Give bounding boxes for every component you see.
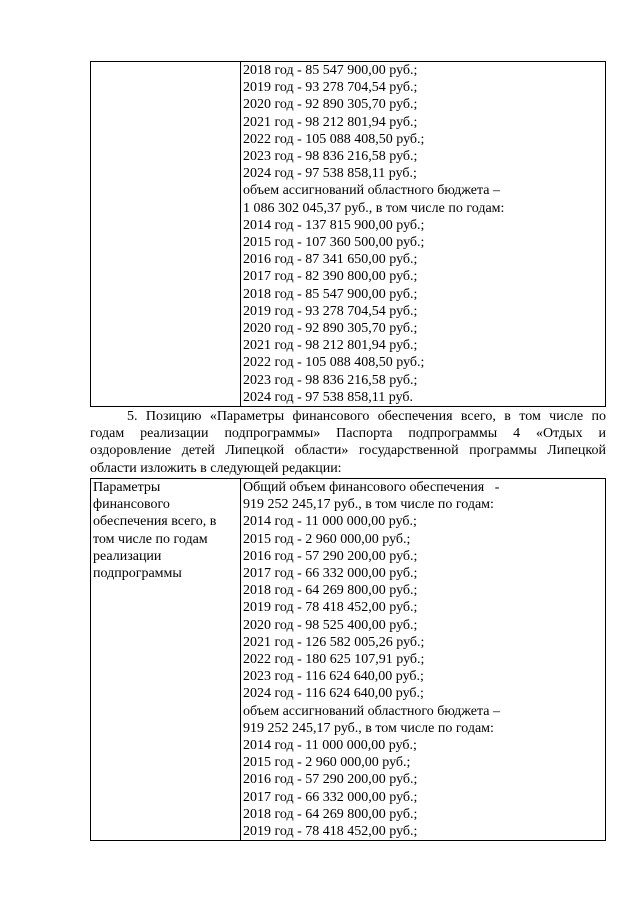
parameter-line: обеспечения всего, в <box>93 514 217 530</box>
funding-line: 2022 год - 180 625 107,91 руб.; <box>243 652 425 668</box>
funding-line: 2015 год - 107 360 500,00 руб.; <box>243 235 425 251</box>
funding-line: 2023 год - 98 836 216,58 руб.; <box>243 149 418 165</box>
funding-line: 2024 год - 116 624 640,00 руб.; <box>243 686 424 702</box>
funding-line: 2014 год - 137 815 900,00 руб.; <box>243 217 425 233</box>
funding-table-continuation <box>90 61 606 407</box>
funding-line: объем ассигнований областного бюджета – <box>243 183 500 199</box>
parameter-name <box>91 479 240 582</box>
parameter-line: реализации <box>93 548 162 564</box>
funding-line: 2016 год - 57 290 200,00 руб.; <box>243 548 418 564</box>
funding-line: 919 252 245,17 руб., в том числе по годам: <box>243 497 494 513</box>
funding-line: 2020 год - 92 890 305,70 руб.; <box>243 97 418 113</box>
funding-line: 2023 год - 98 836 216,58 руб.; <box>243 372 418 388</box>
funding-line: объем ассигнований областного бюджета – <box>243 703 500 719</box>
paragraph-line: 5. Позицию «Параметры финансового обеспечения всего, в том числе по <box>127 409 606 424</box>
funding-values-cell <box>241 479 606 841</box>
funding-line: 1 086 302 045,37 руб., в том числе по годам: <box>243 200 505 216</box>
parameter-name-cell <box>91 479 241 841</box>
funding-line: 2021 год - 98 212 801,94 руб.; <box>243 338 418 354</box>
funding-line: 2023 год - 116 624 640,00 руб.; <box>243 669 424 685</box>
funding-line: 2016 год - 57 290 200,00 руб.; <box>243 772 418 788</box>
funding-line: 2018 год - 85 547 900,00 руб.; <box>243 286 418 302</box>
funding-line: 2018 год - 64 269 800,00 руб.; <box>243 583 418 599</box>
funding-line: 2022 год - 105 088 408,50 руб.; <box>243 355 425 371</box>
funding-line: 2014 год - 11 000 000,00 руб.; <box>243 514 417 530</box>
funding-lines <box>241 479 605 840</box>
funding-line: 2019 год - 78 418 452,00 руб.; <box>243 824 418 840</box>
parameter-line: подпрограммы <box>93 566 182 582</box>
paragraph-line: оздоровление детей Липецкой области» государственной программы Липецкой <box>90 443 606 459</box>
funding-line: 2021 год - 98 212 801,94 руб.; <box>243 114 418 130</box>
funding-line: 2024 год - 97 538 858,11 руб.; <box>243 166 417 182</box>
funding-line: Общий объем финансового обеспечения - <box>243 480 500 495</box>
funding-line: 2019 год - 93 278 704,54 руб.; <box>243 303 418 319</box>
parameter-line: Параметры <box>93 480 161 495</box>
funding-line: 2024 год - 97 538 858,11 руб. <box>243 389 414 405</box>
funding-line: 919 252 245,17 руб., в том числе по годам: <box>243 720 494 736</box>
empty-parameter-cell <box>91 62 241 407</box>
funding-line: 2016 год - 87 341 650,00 руб.; <box>243 252 418 268</box>
paragraph-line: области изложить в следующей редакции: <box>90 460 342 476</box>
funding-line: 2022 год - 105 088 408,50 руб.; <box>243 131 425 147</box>
funding-lines <box>241 62 605 406</box>
funding-line: 2015 год - 2 960 000,00 руб.; <box>243 531 411 547</box>
parameter-line: финансового <box>93 497 170 513</box>
parameter-line: том числе по годам <box>93 531 208 547</box>
funding-line: 2017 год - 66 332 000,00 руб.; <box>243 566 418 582</box>
funding-line: 2020 год - 92 890 305,70 руб.; <box>243 321 418 337</box>
amendment-paragraph <box>90 408 606 477</box>
funding-table-new <box>90 478 606 841</box>
funding-line: 2019 год - 93 278 704,54 руб.; <box>243 80 418 96</box>
funding-line: 2017 год - 82 390 800,00 руб.; <box>243 269 418 285</box>
funding-line: 2015 год - 2 960 000,00 руб.; <box>243 755 411 771</box>
funding-line: 2021 год - 126 582 005,26 руб.; <box>243 634 425 650</box>
paragraph-line: годам реализации подпрограммы» Паспорта подпрограммы 4 «Отдых и <box>90 426 606 442</box>
funding-line: 2014 год - 11 000 000,00 руб.; <box>243 738 417 754</box>
funding-values-cell <box>241 62 606 407</box>
funding-line: 2017 год - 66 332 000,00 руб.; <box>243 789 418 805</box>
funding-line: 2020 год - 98 525 400,00 руб.; <box>243 617 418 633</box>
funding-line: 2018 год - 85 547 900,00 руб.; <box>243 63 418 78</box>
funding-line: 2018 год - 64 269 800,00 руб.; <box>243 806 418 822</box>
funding-line: 2019 год - 78 418 452,00 руб.; <box>243 600 418 616</box>
